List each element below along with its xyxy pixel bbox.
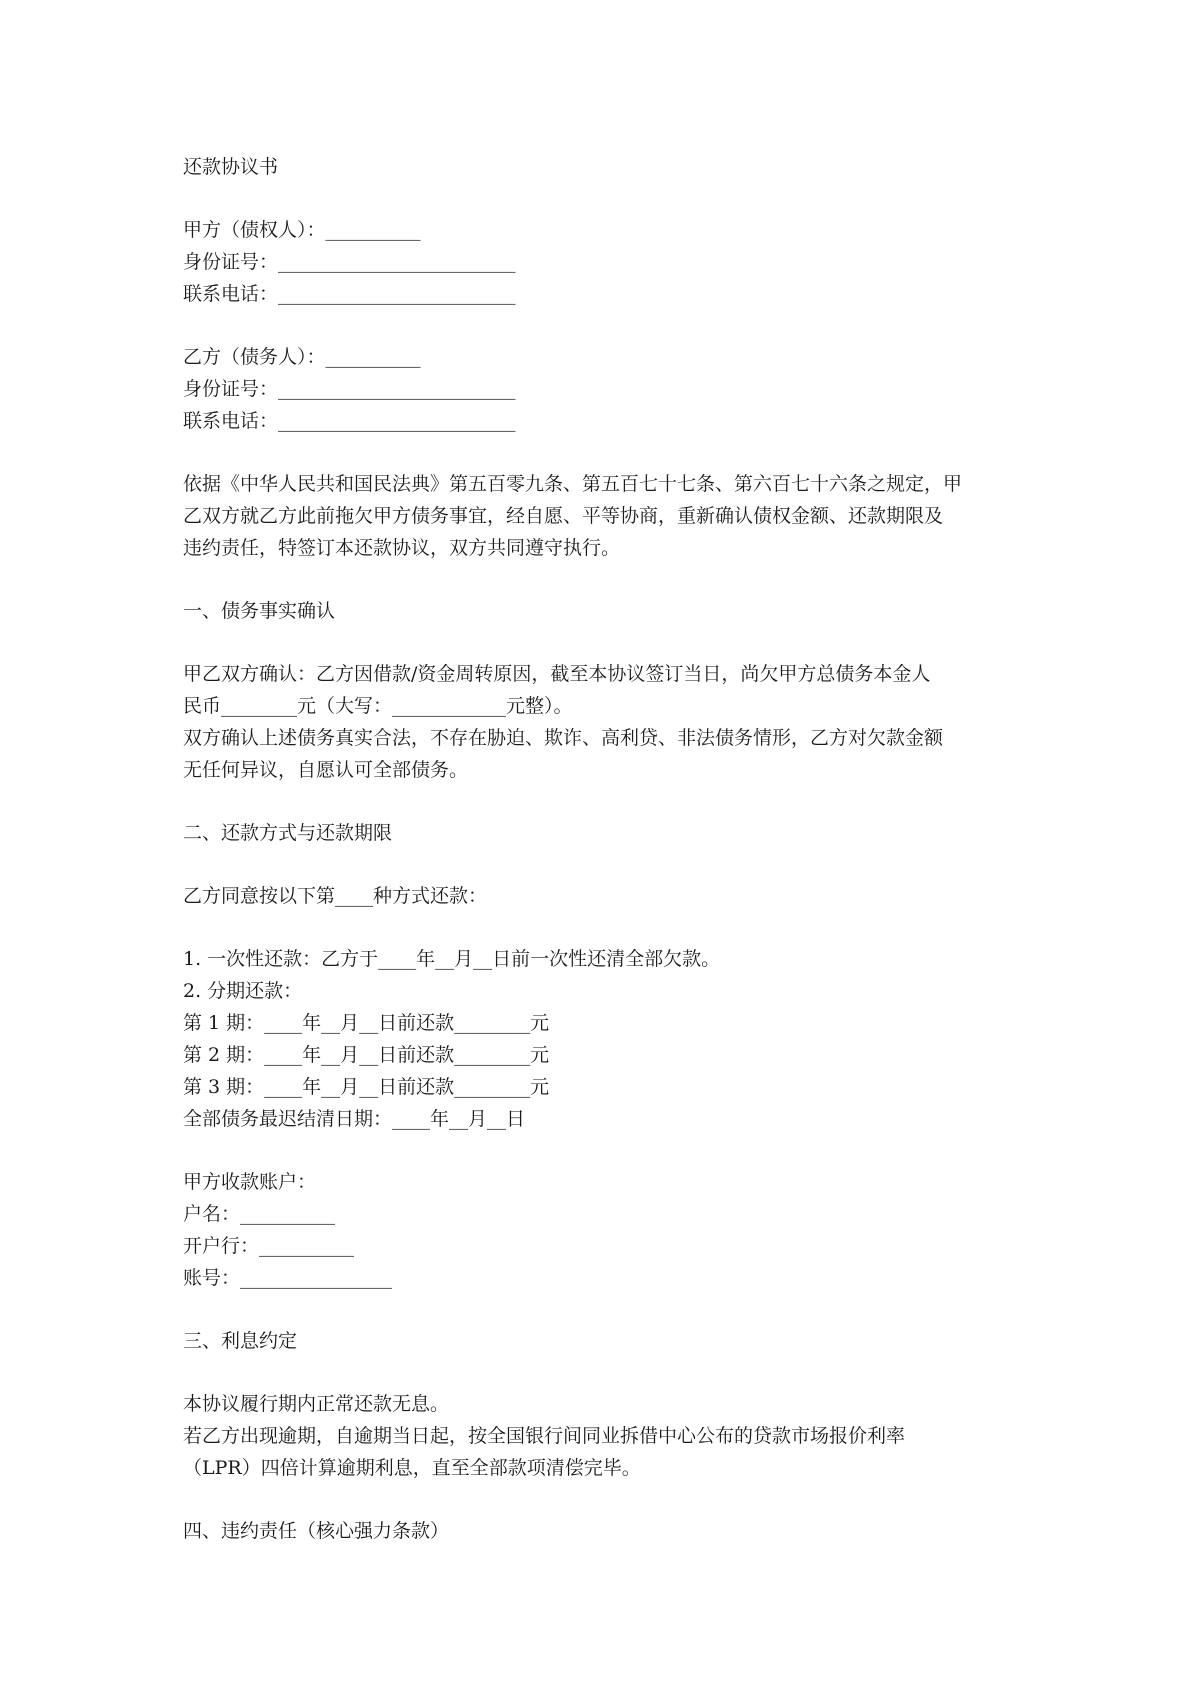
spacer [183,627,1023,658]
party-a-phone: 联系电话：_________________________ [183,283,516,305]
preamble-line: 违约责任，特签订本还款协议，双方共同遵守执行。 [183,537,621,559]
section-1-line: 甲乙双方确认：乙方因借款/资金周转原因，截至本协议签订当日，尚欠甲方总债务本金人 [183,663,931,685]
spacer [183,912,1023,943]
account-heading: 甲方收款账户： [183,1171,317,1193]
spacer [183,1484,1023,1515]
party-a-name: 甲方（债权人）：__________ [183,219,421,241]
repayment-option: 1. 一次性还款：乙方于____年__月__日前一次性还清全部欠款。 [183,948,721,970]
section-3-line: 若乙方出现逾期，自逾期当日起，按全国银行间同业拆借中心公布的贷款市场报价利率 [183,1425,906,1447]
document-title: 还款协议书 [183,156,279,178]
section-1-heading: 一、债务事实确认 [183,600,336,622]
preamble-line: 依据《中华人民共和国民法典》第五百零九条、第五百七十七条、第六百七十六条之规定，甲 [183,473,963,495]
spacer [183,437,1023,468]
installment-line: 第 3 期：____年__月__日前还款________元 [183,1076,550,1098]
repayment-option: 2. 分期还款： [183,980,303,1002]
section-4-heading: 四、违约责任（核心强力条款） [183,1520,450,1542]
account-number: 账号：________________ [183,1267,393,1289]
spacer [183,1294,1023,1325]
party-b-phone: 联系电话：_________________________ [183,410,516,432]
spacer [183,786,1023,817]
installment-line: 第 1 期：____年__月__日前还款________元 [183,1012,550,1034]
section-2-heading: 二、还款方式与还款期限 [183,822,393,844]
account-bank: 开户行：__________ [183,1235,355,1257]
spacer [183,1135,1023,1166]
installment-line: 第 2 期：____年__月__日前还款________元 [183,1044,550,1066]
section-2-intro: 乙方同意按以下第____种方式还款： [183,885,488,907]
section-3-line: 本协议履行期内正常还款无息。 [183,1393,450,1415]
account-name: 户名：__________ [183,1203,336,1225]
preamble-line: 乙双方就乙方此前拖欠甲方债务事宜，经自愿、平等协商，重新确认债权金额、还款期限及 [183,505,944,527]
spacer [183,310,1023,341]
section-3-heading: 三、利息约定 [183,1330,298,1352]
document-body [183,151,1023,1547]
party-b-name: 乙方（债务人）：__________ [183,346,421,368]
spacer [183,849,1023,880]
section-1-line: 双方确认上述债务真实合法，不存在胁迫、欺诈、高利贷、非法债务情形，乙方对欠款金额 [183,727,944,749]
final-due-date: 全部债务最迟结清日期：____年__月__日 [183,1108,526,1130]
section-1-line: 民币________元（大写：____________元整）。 [183,695,573,717]
section-1-line: 无任何异议，自愿认可全部债务。 [183,759,469,781]
spacer [183,1357,1023,1388]
spacer [183,564,1023,595]
spacer [183,183,1023,214]
section-3-line: （LPR）四倍计算逾期利息，直至全部款项清偿完毕。 [183,1457,641,1479]
party-b-id: 身份证号：_________________________ [183,378,516,400]
party-a-id: 身份证号：_________________________ [183,251,516,273]
